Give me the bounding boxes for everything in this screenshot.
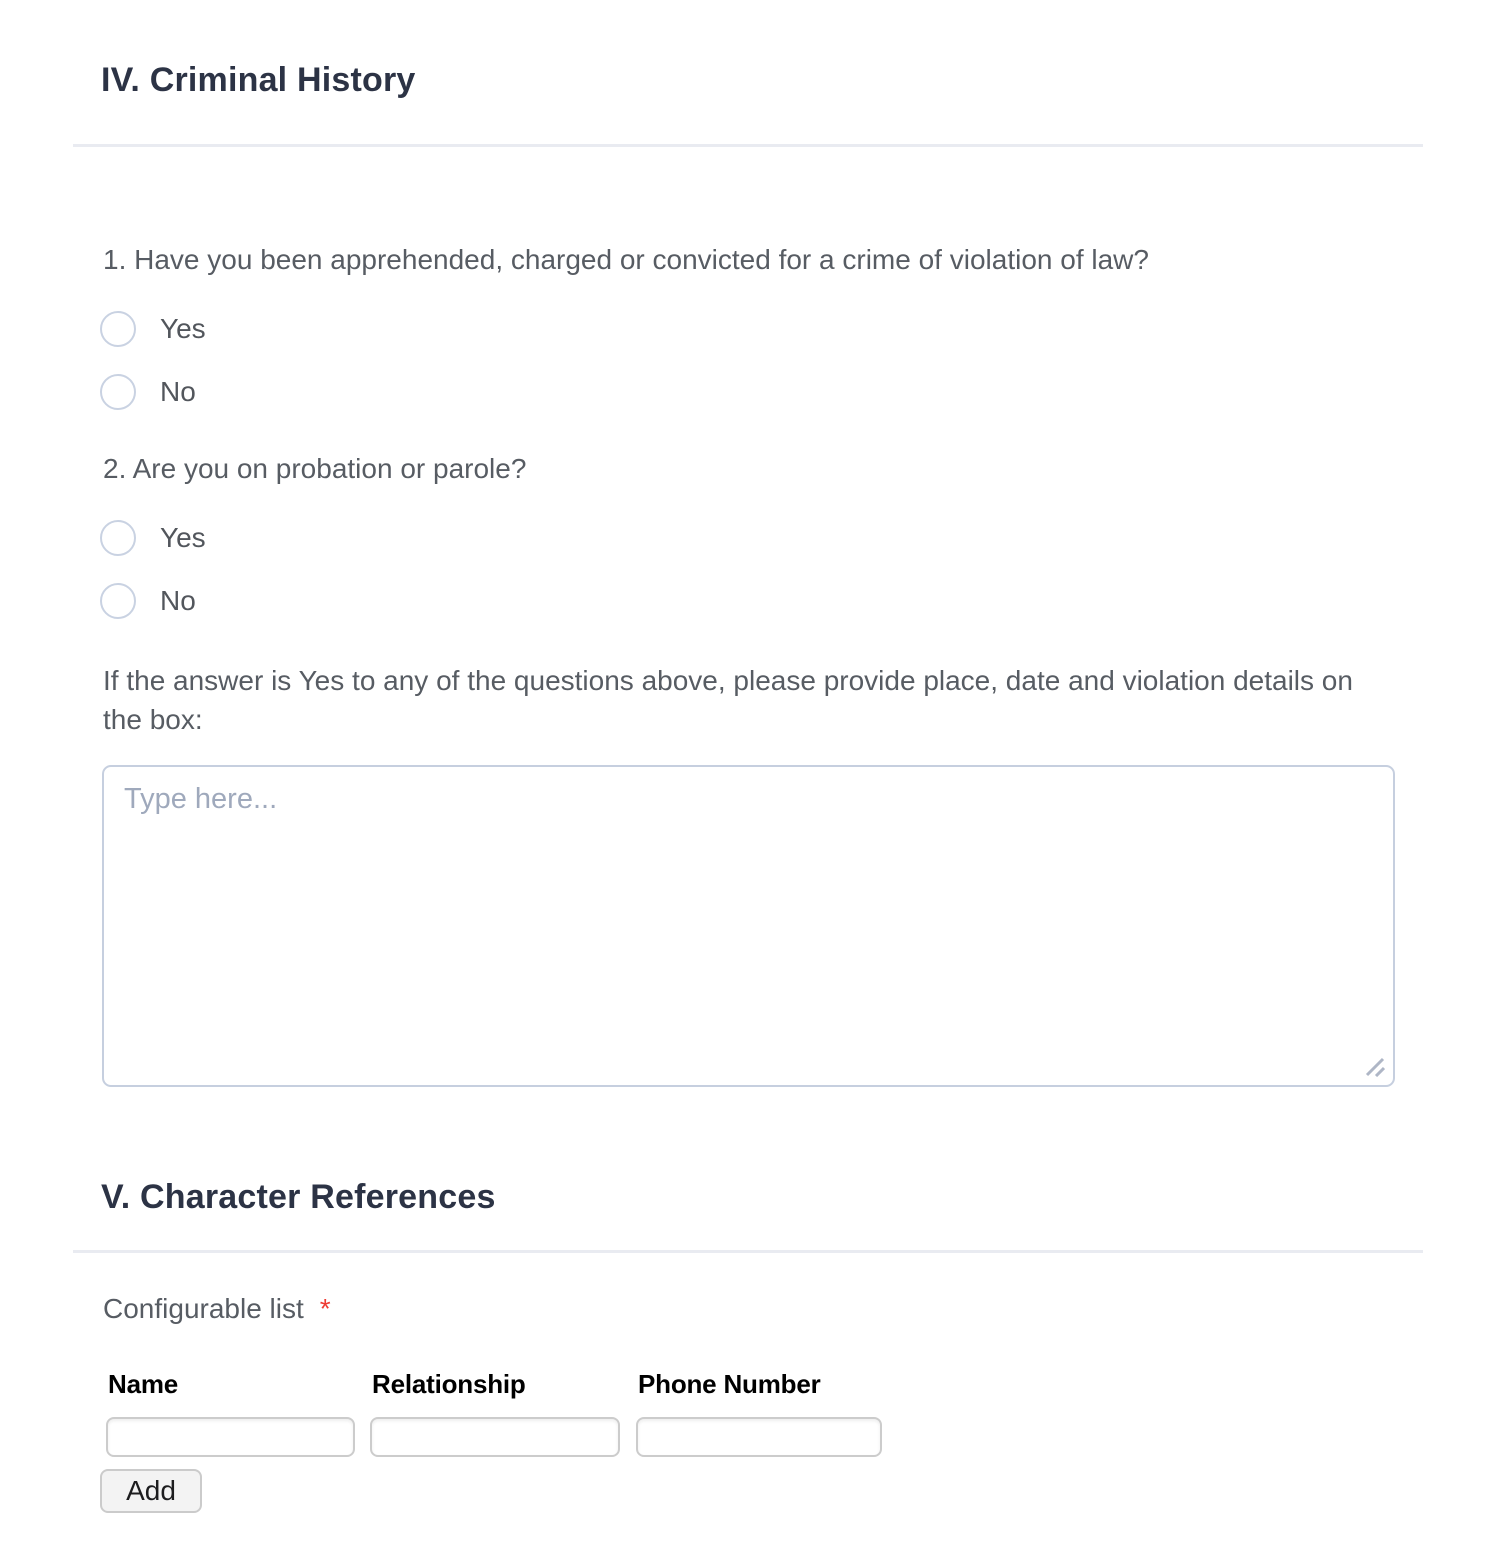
configurable-list-widget [73,1369,1423,1513]
phone-number-input[interactable] [636,1417,882,1457]
configurable-list-label: Configurable list [103,1293,304,1324]
violation-details-note: If the answer is Yes to any of the questions above, please provide place, date and violation details on the box: [103,665,1353,735]
q2-no-label: No [160,585,196,616]
violation-details-textarea[interactable] [102,765,1395,1087]
widget-input-row [106,1417,1423,1457]
column-header-name: Name [108,1369,179,1399]
relationship-input[interactable] [370,1417,620,1457]
q1-no-label: No [160,376,196,407]
q1-yes-radio[interactable] [100,311,136,347]
q2-option-yes[interactable] [73,518,1423,558]
q1-no-radio[interactable] [100,374,136,410]
q2-yes-radio[interactable] [100,520,136,556]
q2-yes-label: Yes [160,522,206,553]
section-divider [73,144,1423,147]
q2-no-radio[interactable] [100,583,136,619]
section-heading-character-references: V. Character References [101,1178,496,1216]
required-asterisk: * [319,1293,331,1324]
q1-option-no[interactable] [73,372,1423,412]
section-heading-criminal-history: IV. Criminal History [101,61,416,99]
column-header-relationship: Relationship [372,1369,526,1399]
add-row-button[interactable]: Add [100,1469,202,1513]
q1-yes-label: Yes [160,313,206,344]
question-1-label: 1. Have you been apprehended, charged or convicted for a crime of violation of law? [103,244,1149,275]
q2-option-no[interactable] [73,581,1423,621]
question-2-label: 2. Are you on probation or parole? [103,453,527,484]
configurable-list-label-row [73,1293,1423,1325]
q1-option-yes[interactable] [73,309,1423,349]
column-header-phone-number: Phone Number [638,1369,821,1399]
violation-details-field-wrap [102,765,1395,1087]
name-input[interactable] [106,1417,355,1457]
section-divider [73,1250,1423,1253]
widget-header-row [108,1369,1423,1400]
